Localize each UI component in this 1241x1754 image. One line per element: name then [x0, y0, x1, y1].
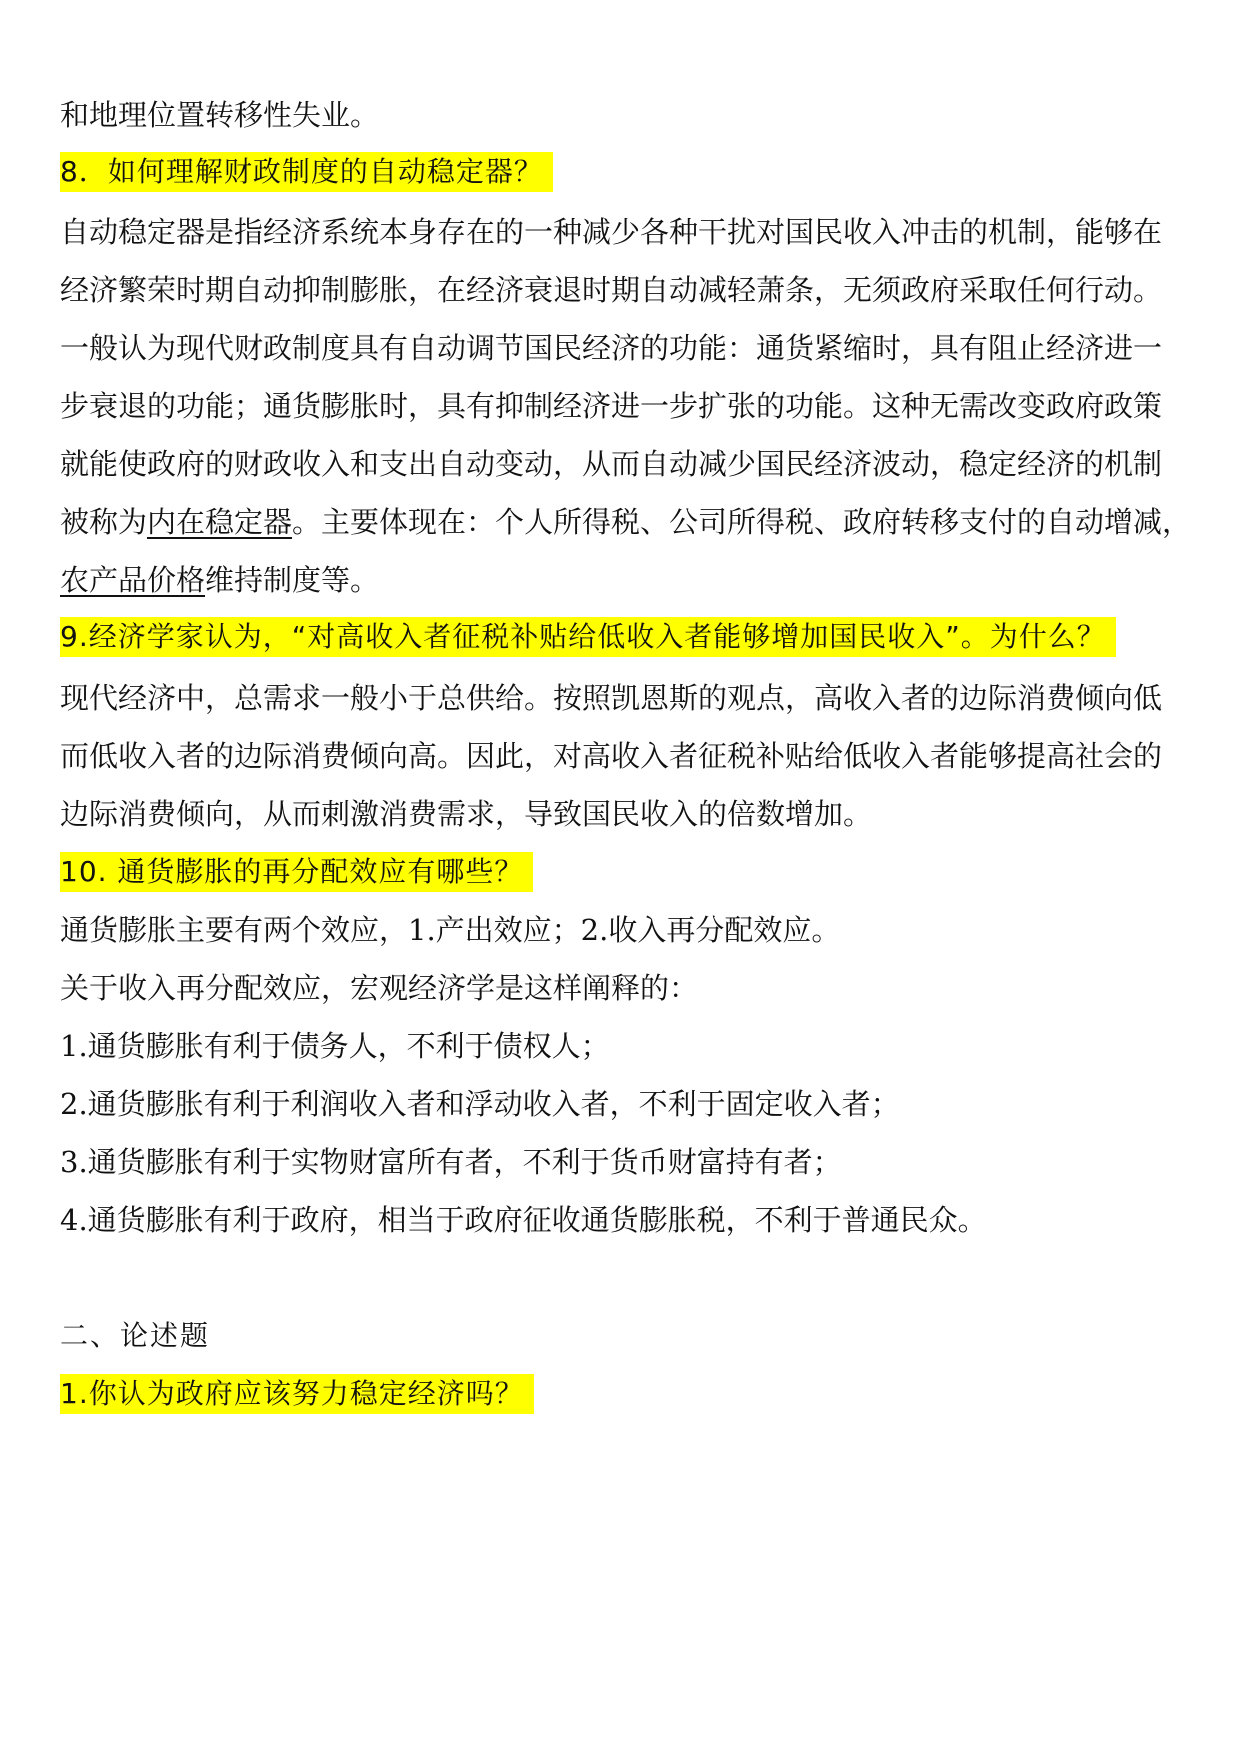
paragraph-line: 步衰退的功能；通货膨胀时，具有抑制经济进一步扩张的功能。这种无需改变政府政策 — [60, 389, 1163, 423]
paragraph-line: 边际消费倾向，从而刺激消费需求，导致国民收入的倍数增加。 — [60, 797, 873, 831]
paragraph-line: 和地理位置转移性失业。 — [60, 98, 380, 132]
question-9-heading: 9.经济学家认为，“对高收入者征税补贴给低收入者能够增加国民收入”。为什么？ — [60, 617, 1116, 657]
paragraph-line: 关于收入再分配效应，宏观经济学是这样阐释的： — [60, 971, 699, 1005]
paragraph-line — [60, 560, 379, 600]
paragraph-line: 一般认为现代财政制度具有自动调节国民经济的功能：通货紧缩时，具有阻止经济进一 — [60, 331, 1163, 365]
list-item: 1.通货膨胀有利于债务人，不利于债权人； — [60, 1029, 610, 1063]
underlined-term: 内在稳定器 — [147, 505, 293, 539]
list-item: 4.通货膨胀有利于政府，相当于政府征收通货膨胀税，不利于普通民众。 — [60, 1203, 987, 1237]
text-run: 维持制度等。 — [205, 563, 380, 597]
list-item: 2.通货膨胀有利于利润收入者和浮动收入者，不利于固定收入者； — [60, 1087, 900, 1121]
paragraph-line: 现代经济中，总需求一般小于总供给。按照凯恩斯的观点，高收入者的边际消费倾向低 — [60, 681, 1163, 715]
paragraph-line: 经济繁荣时期自动抑制膨胀，在经济衰退时期自动减轻萧条，无须政府采取任何行动。 — [60, 273, 1163, 307]
paragraph-line: 通货膨胀主要有两个效应，1.产出效应；2.收入再分配效应。 — [60, 913, 841, 947]
paragraph-line: 自动稳定器是指经济系统本身存在的一种减少各种干扰对国民收入冲击的机制，能够在 — [60, 215, 1163, 249]
text-run: 。主要体现在：个人所得税、公司所得税、政府转移支付的自动增减， — [292, 505, 1192, 539]
essay-question-1-heading: 1.你认为政府应该努力稳定经济吗？ — [60, 1374, 534, 1414]
section-heading: 二、论述题 — [60, 1319, 211, 1352]
paragraph-line: 而低收入者的边际消费倾向高。因此，对高收入者征税补贴给低收入者能够提高社会的 — [60, 739, 1163, 773]
list-item: 3.通货膨胀有利于实物财富所有者，不利于货币财富持有者； — [60, 1145, 842, 1179]
paragraph-line: 就能使政府的财政收入和支出自动变动，从而自动减少国民经济波动，稳定经济的机制 — [60, 447, 1163, 481]
underlined-term: 农产品价格 — [60, 563, 206, 597]
paragraph-line — [60, 502, 1191, 542]
question-8-heading: 8．如何理解财政制度的自动稳定器？ — [60, 152, 553, 192]
question-10-heading: 10. 通货膨胀的再分配效应有哪些？ — [60, 852, 533, 892]
text-run: 被称为 — [60, 505, 148, 539]
